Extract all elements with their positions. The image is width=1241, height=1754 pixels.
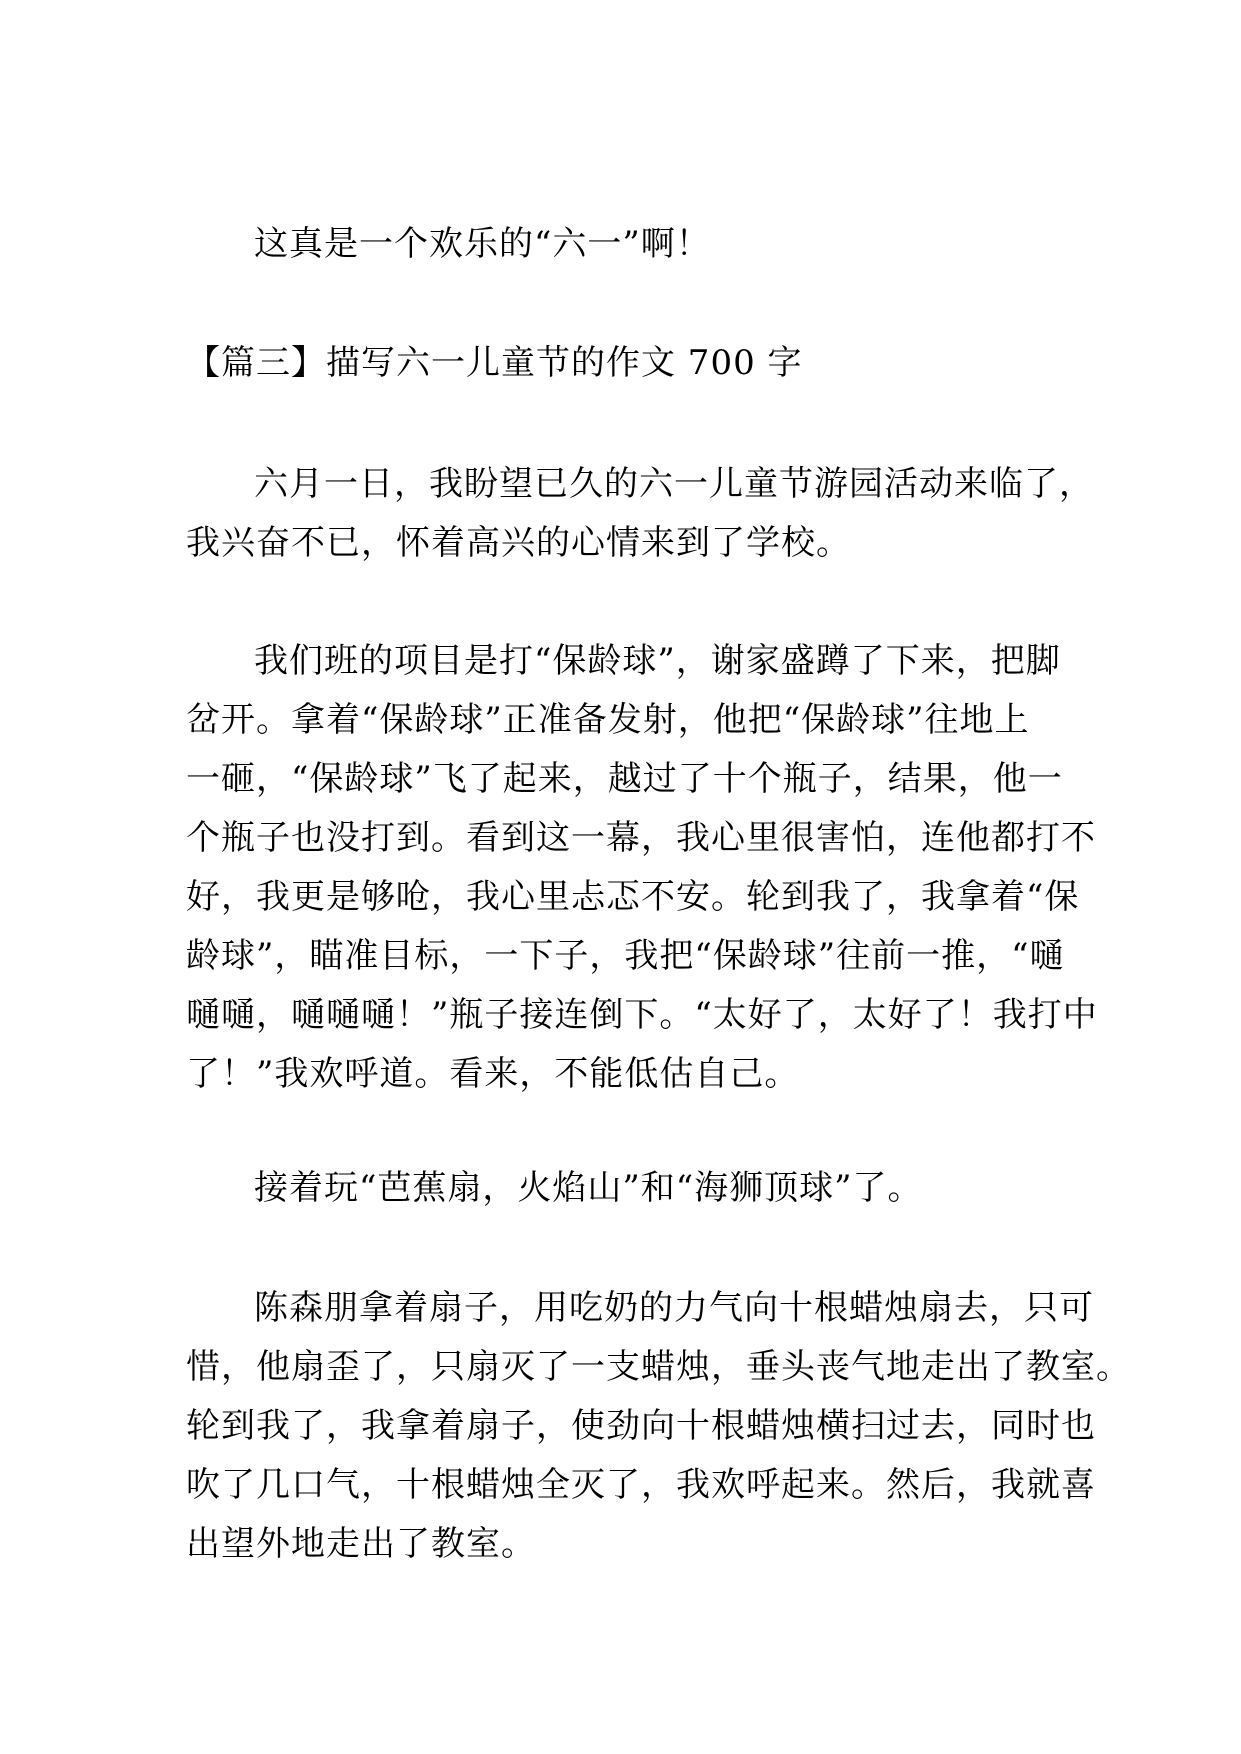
closing-paragraph	[186, 215, 1066, 274]
paragraph-2	[186, 632, 1098, 1104]
closing-line: 这真是一个欢乐的“六一”啊！	[254, 224, 711, 264]
paragraph-line: 出望外地走出了教室。	[186, 1524, 536, 1564]
paragraph-3	[186, 1159, 1066, 1218]
paragraph-4	[186, 1279, 1131, 1574]
paragraph-line: 六月一日，我盼望已久的六一儿童节游园活动来临了，	[254, 464, 1094, 504]
paragraph-line: 接着玩“芭蕉扇，火焰山”和“海狮顶球”了。	[254, 1168, 923, 1208]
paragraph-line: 好，我更是够呛，我心里忐忑不安。轮到我了，我拿着“保	[186, 877, 1080, 917]
paragraph-line: 轮到我了，我拿着扇子，使劲向十根蜡烛横扫过去，同时也	[186, 1406, 1096, 1446]
paragraph-line: 个瓶子也没打到。看到这一幕，我心里很害怕，连他都打不	[186, 818, 1096, 858]
paragraph-line: 了！”我欢呼道。看来，不能低估自己。	[186, 1054, 800, 1094]
paragraph-line: 惜，他扇歪了，只扇灭了一支蜡烛，垂头丧气地走出了教室。	[186, 1347, 1131, 1387]
paragraph-line: 岔开。拿着“保龄球”正准备发射，他把“保龄球”往地上	[186, 700, 1030, 740]
paragraph-line: 陈森朋拿着扇子，用吃奶的力气向十根蜡烛扇去，只可	[254, 1288, 1094, 1328]
section-heading	[186, 334, 1066, 393]
section-heading-text: 【篇三】描写六一儿童节的作文 700 字	[186, 343, 803, 383]
paragraph-line: 我兴奋不已，怀着高兴的心情来到了学校。	[186, 523, 851, 563]
paragraph-line: 吹了几口气，十根蜡烛全灭了，我欢呼起来。然后，我就喜	[186, 1465, 1096, 1505]
paragraph-line: 一砸，“保龄球”飞了起来，越过了十个瓶子，结果，他一	[186, 759, 1063, 799]
paragraph-line: 我们班的项目是打“保龄球”，谢家盛蹲了下来，把脚	[254, 641, 1061, 681]
paragraph-line: 龄球”，瞄准目标，一下子，我把“保龄球”往前一推，“嗵	[186, 936, 1065, 976]
paragraph-1	[186, 455, 1094, 573]
paragraph-line: 嗵嗵，嗵嗵嗵！”瓶子接连倒下。“太好了，太好了！我打中	[186, 995, 1098, 1035]
